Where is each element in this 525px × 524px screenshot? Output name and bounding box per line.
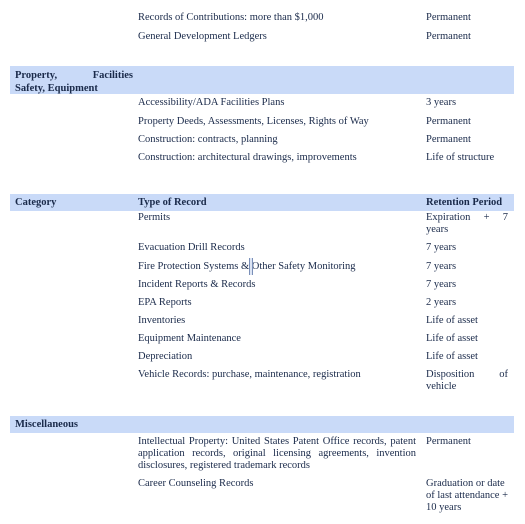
table-header-band (10, 194, 514, 211)
record-type: Equipment Maintenance (138, 333, 241, 344)
record-type: Construction: architectural drawings, improvements (138, 152, 357, 163)
property-category-band (10, 66, 514, 94)
header-category: Category (15, 197, 57, 208)
retention-period: Permanent (426, 31, 471, 42)
retention-period: Permanent (426, 436, 471, 447)
record-type: Records of Contributions: more than $1,000 (138, 12, 324, 23)
record-type: Career Counseling Records (138, 478, 254, 489)
retention-period: Graduation or date of last attendance + 10 years (426, 478, 509, 513)
record-type: EPA Reports (138, 297, 192, 308)
retention-period: 7 years (426, 242, 457, 253)
record-type: Inventories (138, 315, 186, 326)
retention-period: Permanent (426, 134, 471, 145)
retention-period: Expiration + 7 years (426, 212, 508, 235)
retention-period: Life of asset (426, 351, 478, 362)
retention-period: 7 years (426, 261, 457, 272)
record-type: Permits (138, 212, 171, 223)
header-type-of-record: Type of Record (138, 197, 207, 208)
retention-period: 3 years (426, 97, 457, 108)
misc-category-band (10, 416, 514, 433)
retention-period: Disposition of vehicle (426, 369, 508, 392)
misc-category-label: Miscellaneous (15, 419, 78, 430)
header-retention-period: Retention Period (426, 197, 503, 208)
retention-period: 2 years (426, 297, 457, 308)
property-category-label: Property, Facilities Safety, Equipment (15, 70, 133, 94)
retention-period: Life of asset (426, 315, 478, 326)
record-type: Intellectual Property: United States Patent Office records, patent application records, original licensing agreements, invention disclosures, registered trademark records (138, 436, 416, 471)
retention-period: Permanent (426, 12, 471, 23)
record-type: Property Deeds, Assessments, Licenses, Rights of Way (138, 116, 369, 127)
record-type: Evacuation Drill Records (138, 242, 245, 253)
retention-period: Life of asset (426, 333, 478, 344)
record-type: Vehicle Records: purchase, maintenance, registration (138, 369, 361, 380)
record-type: Accessibility/ADA Facilities Plans (138, 97, 285, 108)
text-cursor-icon (249, 258, 253, 275)
record-type: Fire Protection Systems & Other Safety Monitoring (138, 261, 356, 272)
retention-period: Life of structure (426, 152, 495, 163)
record-type: Construction: contracts, planning (138, 134, 278, 145)
record-type: Depreciation (138, 351, 193, 362)
record-type: General Development Ledgers (138, 31, 267, 42)
retention-period: 7 years (426, 279, 457, 290)
record-type: Incident Reports & Records (138, 279, 256, 290)
retention-period: Permanent (426, 116, 471, 127)
